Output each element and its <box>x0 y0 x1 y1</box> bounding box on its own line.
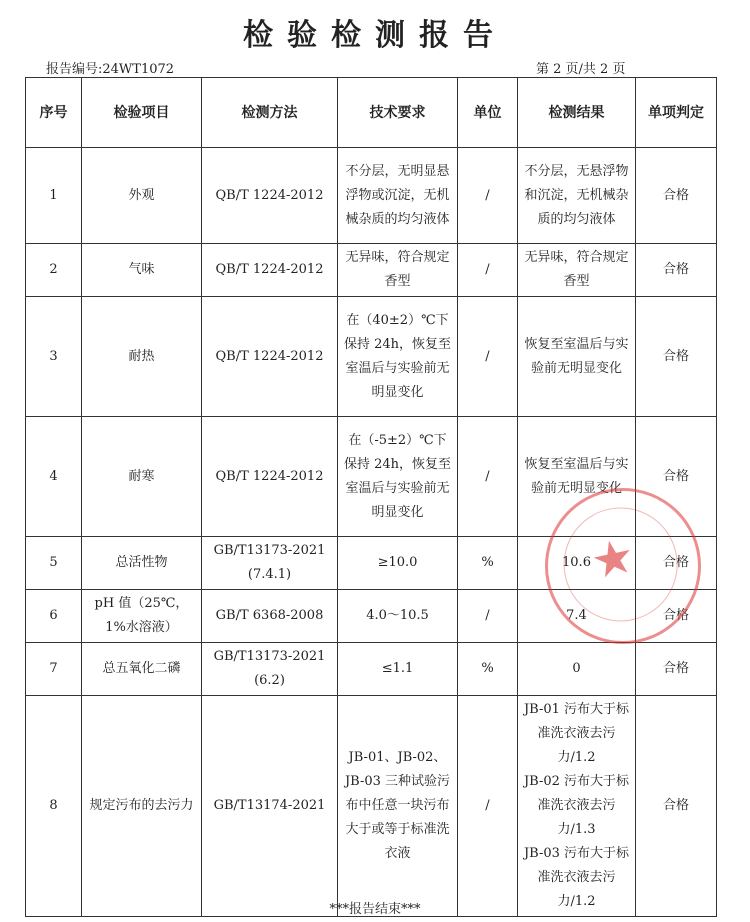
unit: / <box>458 417 518 537</box>
unit: / <box>458 297 518 417</box>
row-number: 6 <box>26 590 82 643</box>
requirement: 在（40±2）℃下保持 24h，恢复至室温后与实验前无明显变化 <box>338 297 458 417</box>
test-method: QB/T 1224-2012 <box>202 417 338 537</box>
judgement: 合格 <box>636 590 717 643</box>
test-method: QB/T 1224-2012 <box>202 148 338 244</box>
judgement: 合格 <box>636 696 717 917</box>
table-row <box>26 696 717 917</box>
requirement: ≤1.1 <box>338 643 458 696</box>
test-item: 耐热 <box>82 297 202 417</box>
requirement: 无异味，符合规定香型 <box>338 244 458 297</box>
test-method: QB/T 1224-2012 <box>202 297 338 417</box>
test-method: GB/T 6368-2008 <box>202 590 338 643</box>
test-item: 总五氧化二磷 <box>82 643 202 696</box>
row-number: 5 <box>26 537 82 590</box>
requirement: ≥10.0 <box>338 537 458 590</box>
judgement: 合格 <box>636 537 717 590</box>
test-item: 外观 <box>82 148 202 244</box>
table-row <box>26 297 717 417</box>
test-item: 耐寒 <box>82 417 202 537</box>
unit: % <box>458 537 518 590</box>
judgement: 合格 <box>636 417 717 537</box>
test-item: pH 值（25℃，1%水溶液） <box>82 590 202 643</box>
test-result: 恢复至室温后与实验前无明显变化 <box>518 417 636 537</box>
requirement: JB-01、JB-02、JB-03 三种试验污布中任意一块污布大于或等于标准洗衣液 <box>338 696 458 917</box>
test-method: QB/T 1224-2012 <box>202 244 338 297</box>
judgement: 合格 <box>636 148 717 244</box>
column-header: 单位 <box>458 78 518 148</box>
table-row <box>26 643 717 696</box>
unit: % <box>458 643 518 696</box>
column-header: 检测方法 <box>202 78 338 148</box>
test-result: 不分层，无悬浮物和沉淀，无机械杂质的均匀液体 <box>518 148 636 244</box>
judgement: 合格 <box>636 297 717 417</box>
row-number: 7 <box>26 643 82 696</box>
row-number: 2 <box>26 244 82 297</box>
test-result: 10.6 <box>518 537 636 590</box>
test-item: 总活性物 <box>82 537 202 590</box>
row-number: 4 <box>26 417 82 537</box>
table-row <box>26 244 717 297</box>
judgement: 合格 <box>636 244 717 297</box>
requirement: 在（-5±2）℃下保持 24h，恢复至室温后与实验前无明显变化 <box>338 417 458 537</box>
test-method: GB/T13173-2021 (6.2) <box>202 643 338 696</box>
test-result: JB-01 污布大于标准洗衣液去污力/1.2 JB-02 污布大于标准洗衣液去污力/1.3 JB-03 污布大于标准洗衣液去污力/1.2 <box>518 696 636 917</box>
star-icon: ★ <box>585 527 640 591</box>
column-header: 技术要求 <box>338 78 458 148</box>
test-method: GB/T13173-2021 (7.4.1) <box>202 537 338 590</box>
test-item: 规定污布的去污力 <box>82 696 202 917</box>
row-number: 1 <box>26 148 82 244</box>
table-row <box>26 148 717 244</box>
report-title: 检验检测报告 <box>243 18 507 53</box>
test-result: 7.4 <box>518 590 636 643</box>
column-header: 单项判定 <box>636 78 717 148</box>
page-number: 第 2 页/共 2 页 <box>536 62 626 77</box>
report-number: 报告编号:24WT1072 <box>46 62 175 77</box>
column-header: 检测结果 <box>518 78 636 148</box>
row-number: 3 <box>26 297 82 417</box>
column-header: 检验项目 <box>82 78 202 148</box>
table-header-row <box>26 78 717 148</box>
unit: / <box>458 696 518 917</box>
test-result: 0 <box>518 643 636 696</box>
judgement: 合格 <box>636 643 717 696</box>
test-method: GB/T13174-2021 <box>202 696 338 917</box>
test-item: 气味 <box>82 244 202 297</box>
requirement: 4.0～10.5 <box>338 590 458 643</box>
unit: / <box>458 590 518 643</box>
unit: / <box>458 244 518 297</box>
test-result: 恢复至室温后与实验前无明显变化 <box>518 297 636 417</box>
row-number: 8 <box>26 696 82 917</box>
report-end-note: ***报告结束*** <box>329 902 421 917</box>
requirement: 不分层，无明显悬浮物或沉淀，无机械杂质的均匀液体 <box>338 148 458 244</box>
unit: / <box>458 148 518 244</box>
column-header: 序号 <box>26 78 82 148</box>
test-result: 无异味，符合规定香型 <box>518 244 636 297</box>
